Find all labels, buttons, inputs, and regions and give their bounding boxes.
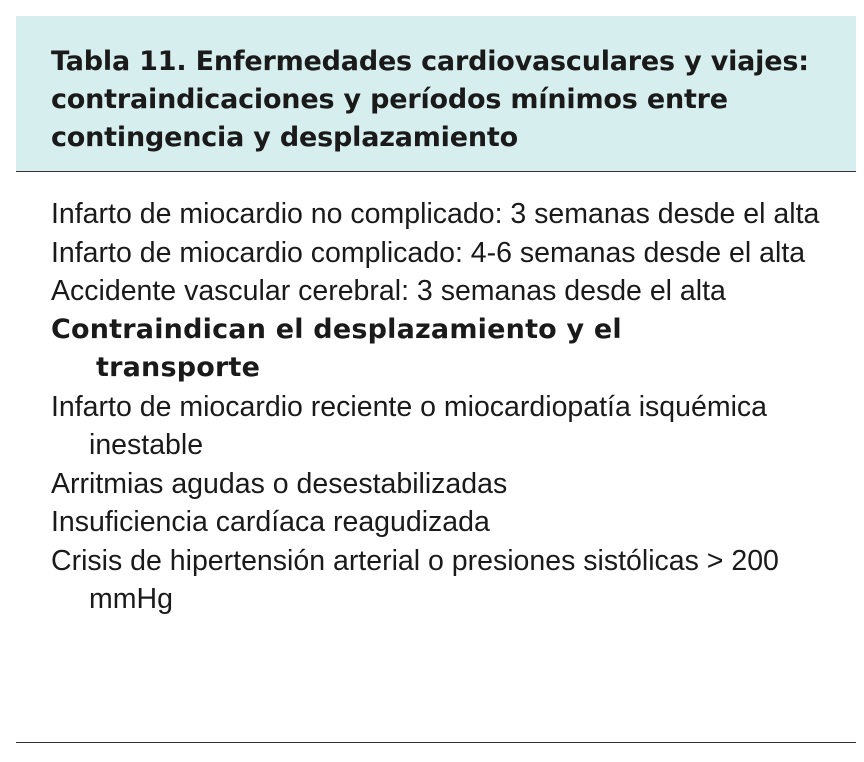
table-body xyxy=(16,172,856,619)
section-heading-contraindications: Contraindican el desplazamiento y el transporte xyxy=(51,313,622,383)
entry-uncomplicated-mi: Infarto de miocardio no complicado: 3 semanas desde el alta xyxy=(51,198,820,230)
table-container xyxy=(16,16,856,743)
entry-stroke: Accidente vascular cerebral: 3 semanas desde el alta xyxy=(51,275,726,307)
entry-arrhythmias: Arritmias agudas o desestabilizadas xyxy=(51,467,508,500)
entry-recent-mi: Infarto de miocardio reciente o miocardiopatía isquémica inestable xyxy=(51,390,768,461)
entry-hypertension-crisis: Crisis de hipertensión arterial o presiones sistólicas > 200 mmHg xyxy=(51,544,779,615)
table-header xyxy=(16,16,856,172)
table-title: Tabla 11. Enfermedades cardiovasculares y viajes: contraindicaciones y períodos mínimos entre contingencia y desplazamiento xyxy=(51,46,809,153)
entry-complicated-mi: Infarto de miocardio complicado: 4-6 semanas desde el alta xyxy=(51,236,806,269)
entry-heart-failure: Insuficiencia cardíaca reagudizada xyxy=(51,506,490,538)
